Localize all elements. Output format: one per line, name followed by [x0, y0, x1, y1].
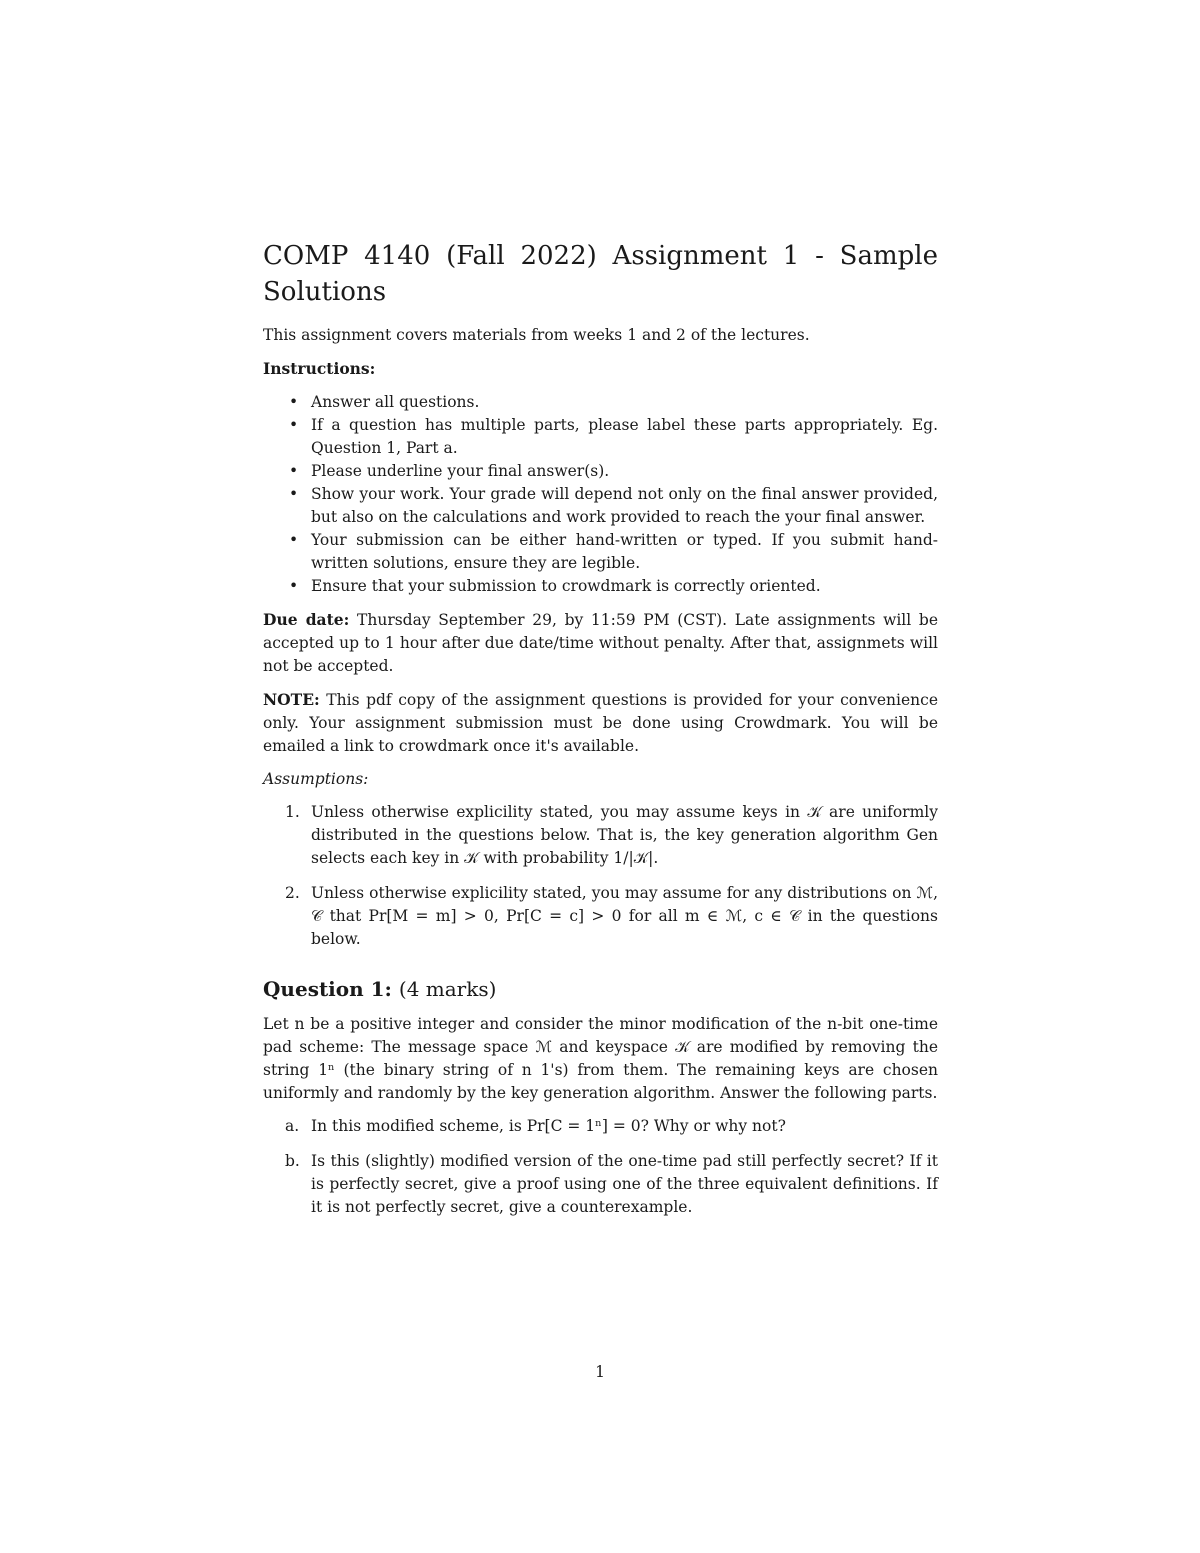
due-date-paragraph: [263, 608, 938, 678]
list-item: • Answer all questions.: [311, 391, 938, 414]
due-date-text: Thursday September 29, by 11:59 PM (CST). Late assignments will be accepted up to 1 hour after due date/time without penalty. After that, assignmets will not be accepted.: [263, 611, 938, 675]
list-item: b. Is this (slightly) modified version of the one-time pad still perfectly secret? If it is perfectly secret, give a proof using one of the three equivalent definitions. If it is not perfectly secret, give a counterexample.: [285, 1152, 938, 1216]
list-item: 2. Unless otherwise explicility stated, you may assume for any distributions on ℳ, 𝒞 that Pr[M = m] > 0, Pr[C = c] > 0 for all m ∈ ℳ, c ∈ 𝒞 in the questions below.: [285, 884, 938, 948]
page-number: 1: [595, 1363, 605, 1381]
list-item: • If a question has multiple parts, please label these parts appropriately. Eg. Question 1, Part a.: [289, 416, 938, 457]
question-1-parts: [263, 1115, 938, 1219]
note-text: This pdf copy of the assignment questions is provided for your convenience only. Your assignment submission must be done using Crowdmark. You will be emailed a link to crowdmark once it's available.: [263, 691, 938, 755]
document-page: [263, 238, 938, 1231]
bullet-icon: •: [289, 485, 299, 503]
document-title: COMP 4140 (Fall 2022) Assignment 1 - Sample Solutions: [263, 241, 938, 307]
list-item: a. In this modified scheme, is Pr[C = 1ⁿ] = 0? Why or why not?: [285, 1117, 786, 1135]
bullet-icon: •: [289, 577, 299, 595]
question-1-heading: Question 1: (4 marks): [263, 977, 497, 1001]
bullet-icon: •: [289, 416, 299, 434]
list-item: 1. Unless otherwise explicility stated, you may assume keys in 𝒦 are uniformly distributed in the questions below. That is, the key generation algorithm Gen selects each key in 𝒦 with probability 1/|𝒦|.: [285, 803, 938, 867]
list-item: • Show your work. Your grade will depend not only on the final answer provided, but also on the calculations and work provided to reach the your final answer.: [289, 485, 938, 526]
question-1-body: Let n be a positive integer and consider the minor modification of the n-bit one-time pad scheme: The message space ℳ and keyspace 𝒦 are modified by removing the string 1ⁿ (the binary string of n 1's) from them. The remaining keys are chosen uniformly and randomly by the key generation algorithm. Answer the following parts.: [263, 1015, 938, 1102]
note-label: NOTE:: [263, 690, 320, 709]
note-paragraph: [263, 688, 938, 758]
instructions-list: [263, 391, 938, 598]
bullet-icon: •: [289, 393, 299, 411]
intro-text: This assignment covers materials from weeks 1 and 2 of the lectures.: [263, 326, 810, 344]
bullet-icon: •: [289, 531, 299, 549]
list-item: • Your submission can be either hand-written or typed. If you submit hand-written solutions, ensure they are legible.: [289, 531, 938, 572]
list-item: • Ensure that your submission to crowdmark is correctly oriented.: [311, 575, 938, 598]
assumptions-list: [263, 801, 938, 951]
due-date-label: Due date:: [263, 610, 350, 629]
assumptions-label: Assumptions:: [263, 770, 369, 788]
bullet-icon: •: [289, 462, 299, 480]
instructions-label: Instructions:: [263, 359, 376, 378]
question-1-marks: (4 marks): [398, 977, 497, 1001]
list-item: • Please underline your final answer(s).: [311, 460, 938, 483]
